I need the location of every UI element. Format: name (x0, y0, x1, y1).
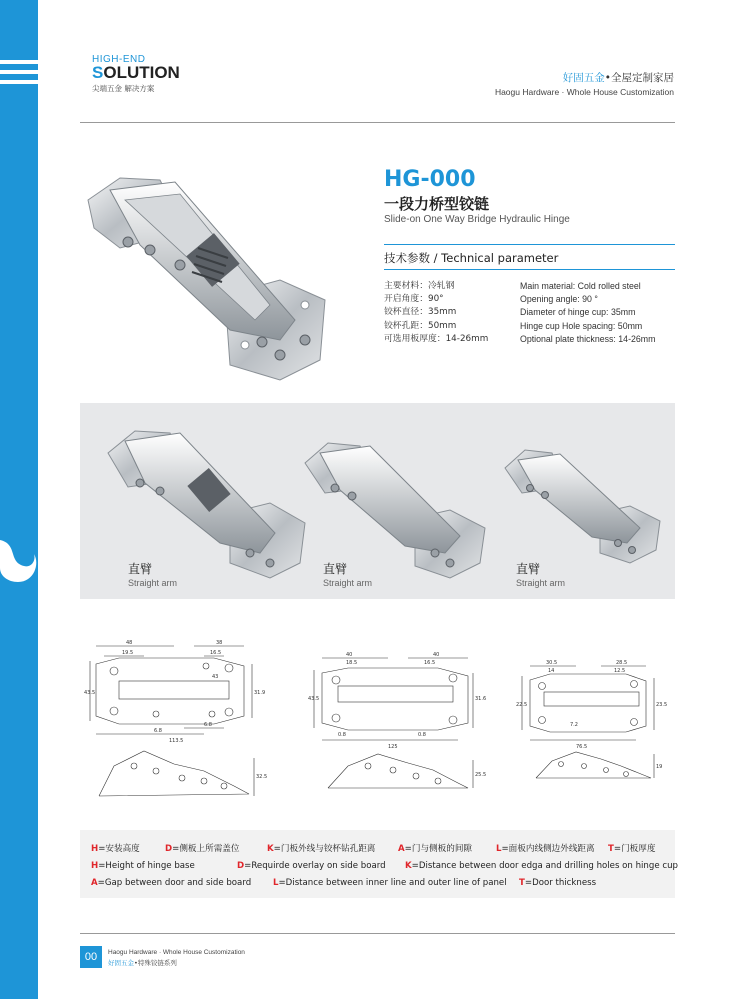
variant-label-en: Straight arm (516, 578, 566, 588)
brand-name: 好固五金 (562, 72, 605, 84)
hinge-photo-large (100, 413, 310, 583)
legend-item: D=侧板上所需盖位 (165, 844, 240, 854)
dim-label: 31.9 (254, 690, 266, 696)
legend-item: K=门板外线与铰杯钻孔距离 (267, 844, 376, 854)
dim-label: 6.8 (204, 722, 212, 728)
spec-material-cn: 主要材料：冷轧钢 (384, 281, 455, 291)
dim-label: 22.5 (516, 702, 528, 708)
model-number: HG-000 (384, 167, 476, 192)
spec-angle-cn: 开启角度：90° (384, 294, 444, 305)
spec-thickness-cn: 可选用板厚度：14-26mm (384, 333, 489, 344)
dim-label: 125 (388, 744, 398, 750)
page-number: 00 (80, 946, 102, 968)
legend-item: A=Gap between door and side board (91, 878, 252, 888)
legend-item: T=门板厚度 (608, 844, 656, 854)
variant-label-en: Straight arm (323, 578, 373, 588)
brand-block (495, 70, 674, 97)
variant-label-cn: 直臂 (516, 562, 541, 576)
dim-label: 23.5 (656, 702, 668, 708)
solution-logo (92, 54, 180, 94)
technical-drawing-large (84, 636, 268, 806)
product-title-en: Slide-on One Way Bridge Hydraulic Hinge (384, 214, 570, 225)
spec-list-cn (384, 280, 488, 346)
spec-thickness-en: Optional plate thickness: 14-26mm (520, 333, 656, 344)
spec-hole-spacing-en: Hinge cup Hole spacing: 50mm (520, 320, 643, 331)
legend-item: D=Requirde overlay on side board (237, 861, 386, 871)
dim-label: 19 (656, 764, 663, 770)
sidebar-stripe (0, 80, 38, 84)
product-title-cn: 一段力桥型铰链 (384, 195, 490, 213)
wave-icon (0, 540, 38, 584)
hinge-hero-image (80, 170, 350, 385)
dim-label: 32.5 (256, 774, 268, 780)
variant-label-3 (516, 560, 565, 588)
dim-label: 16.5 (210, 650, 222, 656)
logo-subtitle: 尖端五金 解决方案 (92, 84, 155, 93)
dim-label: 16.5 (424, 660, 436, 666)
logo-initial: S (92, 63, 104, 82)
spec-cup-diameter-en: Diameter of hinge cup: 35mm (520, 307, 636, 318)
dim-label: 43.5 (308, 696, 320, 702)
spec-list-en (520, 280, 655, 346)
technical-parameter-heading: 技术参数 / Technical parameter (384, 251, 559, 265)
variant-label-en: Straight arm (128, 578, 178, 588)
dim-label: 40 (433, 652, 440, 658)
technical-drawing-medium (308, 648, 487, 798)
legend-item: T=Door thickness (519, 878, 597, 888)
legend-item: A=门与侧板的间隙 (398, 844, 473, 854)
dim-label: 48 (126, 640, 133, 646)
param-divider-top (384, 244, 675, 245)
logo-wordmark (92, 65, 180, 81)
brand-cn (495, 70, 674, 85)
legend-box (80, 830, 678, 898)
header-divider (80, 122, 675, 123)
logo-rest: OLUTION (103, 63, 180, 82)
dim-label: 19.5 (122, 650, 134, 656)
spec-hole-spacing-cn: 铰杯孔距：50mm (384, 320, 457, 331)
variant-label-1 (128, 560, 177, 588)
variant-label-cn: 直臂 (128, 562, 153, 576)
legend-item: L=面板内线侧边外线距离 (496, 844, 595, 854)
dim-label: 113.5 (169, 738, 184, 744)
footer-series: •特殊铰链系列 (134, 959, 177, 967)
logo-tagline: HIGH-END (92, 54, 146, 65)
legend-item: K=Distance between door edga and drilling holes on hinge cup (405, 861, 678, 871)
dim-label: 43 (212, 674, 219, 680)
legend-item: H=安装高度 (91, 844, 140, 854)
dim-label: 40 (346, 652, 353, 658)
technical-drawing-small (516, 656, 666, 791)
legend-item: L=Distance between inner line and outer line of panel (273, 878, 507, 888)
dim-label: 6.8 (154, 728, 162, 734)
sidebar-stripe (0, 70, 38, 74)
dim-label: 12.5 (614, 668, 626, 674)
dim-label: 38 (216, 640, 223, 646)
footer-brand-cn (108, 958, 177, 967)
dim-label: 18.5 (346, 660, 358, 666)
legend-item: H=Height of hinge base (91, 861, 195, 871)
dim-label: 0.8 (338, 732, 346, 738)
dim-label: 7.2 (570, 722, 578, 728)
dim-label: 43.5 (84, 690, 96, 696)
side-bar (0, 0, 38, 999)
dim-label: 31.6 (475, 696, 487, 702)
variant-label-cn: 直臂 (323, 562, 348, 576)
dim-label: 28.5 (616, 660, 628, 666)
footer-brand-en: Haogu Hardware · Whole House Customization (108, 949, 245, 956)
spec-cup-diameter-cn: 铰杯直径：35mm (384, 307, 457, 318)
dim-label: 30.5 (546, 660, 558, 666)
dim-label: 0.8 (418, 732, 426, 738)
spec-material-en: Main material: Cold rolled steel (520, 281, 641, 291)
brand-tagline-cn: •全屋定制家居 (604, 72, 674, 84)
dim-label: 25.5 (475, 772, 487, 778)
brand-en: Haogu Hardware · Whole House Customization (494, 87, 674, 97)
variant-label-2 (323, 560, 372, 588)
footer-divider (80, 933, 675, 934)
footer-brand-name: 好固五金 (108, 959, 134, 967)
hinge-photo-small (500, 438, 665, 568)
spec-angle-en: Opening angle: 90 ° (520, 294, 598, 305)
dim-label: 76.5 (576, 744, 588, 750)
dim-label: 14 (548, 668, 555, 674)
sidebar-stripe (0, 60, 38, 64)
param-divider-bottom (384, 269, 675, 270)
